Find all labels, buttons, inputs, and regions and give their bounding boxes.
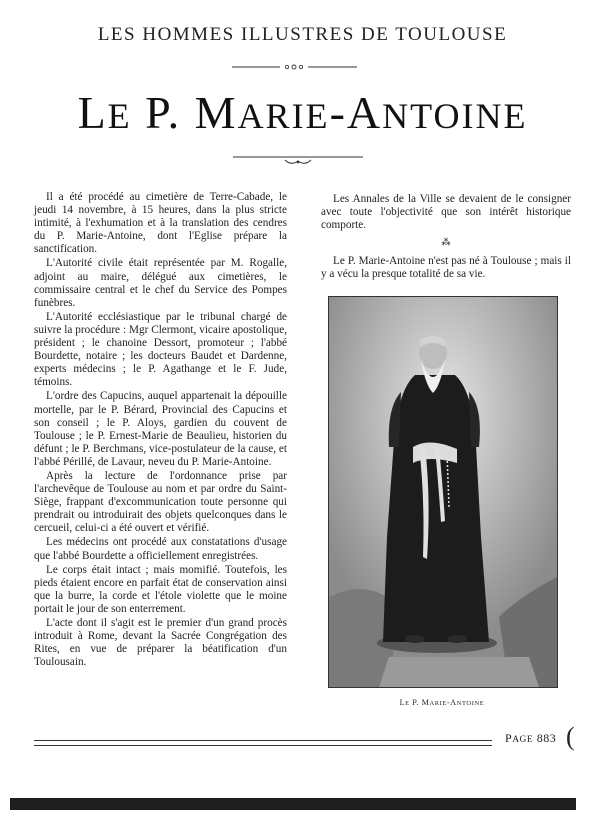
photo-caption: LE P. MARIE-ANTOINE — [399, 698, 485, 707]
paragraph: L'acte dont il s'agit est le premier d'un grand procès introduit à Rome, devant la Sacrée Congrégation des Rites, en vue de préparer la béatification d'un Toulousain. — [34, 617, 287, 669]
left-column — [34, 191, 287, 670]
paragraph: L'Autorité ecclésiastique par le tribunal chargé de suivre la procédure : Mgr Clermont, vicaire apostolique, président ; le chanoine Dessort, promoteur ; l'abbé Bourdette, notaire ; les docteurs Baudet et Dardenne, experts médecins ; le P. Agathange et le F. Jude, témoins. — [34, 310, 287, 389]
title-ornament — [233, 152, 363, 168]
portrait-photo — [328, 296, 558, 688]
paragraph: L'Autorité civile était représentée par M. Rogalle, adjoint au maire, délégué aux cimetières, le commissaire central et le chef du Service des Pompes funèbres. — [34, 257, 287, 309]
paragraph: Le corps était intact ; mais momifié. Toutefois, les pieds étaient encore en parfait état de conservation ainsi que la burre, la corde et l'étole violette que le moine portait le jour de son enterrement. — [34, 563, 287, 615]
scan-edge-band — [10, 798, 576, 810]
right-column — [321, 193, 571, 281]
monk-figure-illustration — [329, 297, 557, 687]
running-header: LES HOMMES ILLUSTRES DE TOULOUSE — [97, 24, 508, 45]
paragraph: Après la lecture de l'ordonnance prise par l'archevêque de Toulouse au nom et par ordre du Saint-Siège, frappant d'excommunication toute personne qui prendrait ou introduirait des objets quelconques dans le cercueil, celui-ci a été ouvert et vérifié. — [34, 469, 287, 535]
paragraph: Les Annales de la Ville se devaient de le consigner avec toute l'objectivité que son intérêt historique comporte. — [321, 193, 571, 232]
footer-rule — [34, 740, 492, 746]
margin-bracket-mark: ( — [566, 722, 575, 751]
asterism-separator: ⁂ — [441, 237, 451, 248]
paragraph: Les médecins ont procédé aux constatations d'usage que l'abbé Bourdette a officiellement enregistrées. — [34, 536, 287, 562]
article-title: LE P. MARIE-ANTOINE — [77, 87, 528, 138]
paragraph: L'ordre des Capucins, auquel appartenait la dépouille mortelle, par le P. Bérard, Provincial des Capucins et son conseil ; le P. Aloys, gardien du couvent de Toulouse ; le P. Ernest-Marie de Beaulieu, historien du défunt ; le P. Berchmans, vice-postulateur de la cause, et l'abbé Périllé, de Lavaur, neveu du P. Marie-Antoine. — [34, 390, 287, 468]
paragraph: Il a été procédé au cimetière de Terre-Cabade, le jeudi 14 novembre, à 15 heures, dans la plus stricte intimité, à l'exhumation et à la translation des cendres du P. Marie-Antoine, dont l'Eglise prépare la sanctification. — [34, 191, 287, 256]
page-number: PAGE 883 — [505, 731, 557, 745]
paragraph: Le P. Marie-Antoine n'est pas né à Toulouse ; mais il y a vécu la presque totalité de sa vie. — [321, 255, 571, 281]
header-ornament — [232, 63, 357, 71]
